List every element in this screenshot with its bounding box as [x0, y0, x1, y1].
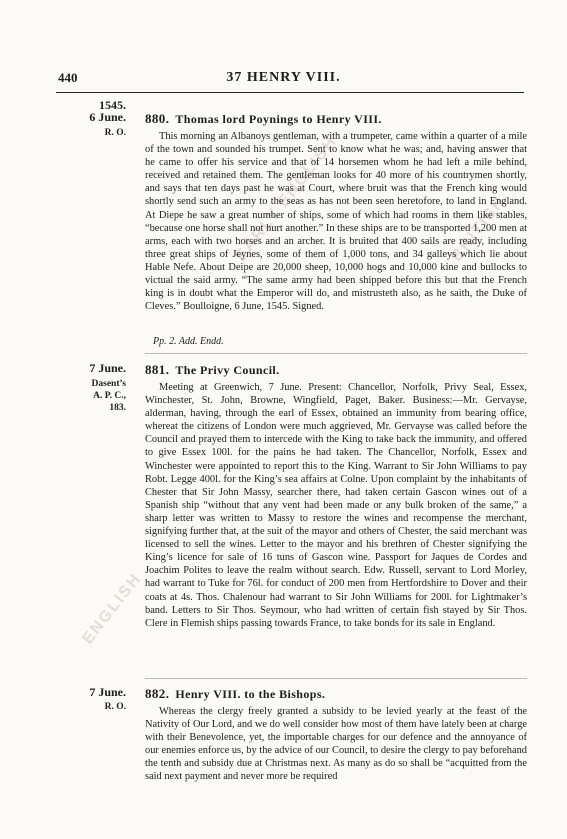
entry-separator — [145, 678, 527, 679]
entry-date: 7 June. — [89, 685, 126, 699]
entry-date: 6 June. — [89, 110, 126, 124]
entry-title — [145, 362, 280, 378]
header-rule — [56, 92, 524, 93]
entry-title-text: Henry VIII. to the Bishops. — [175, 687, 326, 701]
watermark-text: EARLY ENGLISH — [232, 132, 341, 265]
entry-title — [145, 111, 382, 127]
entry-body: Meeting at Greenwich, 7 June. Present: Chancellor, Norfolk, Privy Seal, Essex, Winchester, St. John, Browne, Wingfield, Paget, Baker. Business:—Mr. Gervayse, alderman, having, through the earl of Essex, obtained an immunity from bearing office, whereat the citizens of London were much aggrieved, Mr. Gervayse was called before the Council and prayed them to intercede with the King to take back the immunity, and offered to give Essex 100l. for the pains he had taken. The Chancellor, Norfolk, Essex and Winchester were appointed to report this to the King. Warrant to Sir John Williams to pay Robt. Legge 400l. for the King’s sea affairs at Colne. Upon complaint by the inhabitants of Chester that Sir John Massy, searcher there, had taken certain Gascon wines out of a Spanish ship “without that any vent had been made or any bulk broken of the same,” a sharp letter was written to Massy to restore the wines and recompense the merchant, signifying further that, at the suit of the mayor and others of Chester, the said merchant was licensed to sell the wines. Letter to the mayor and his brethren of Chester signifying the King’s licence for sale of 16 tuns of Gascon wine. Passport for Jaques de Cordes and Joachim Polites to leave the realm without search. Edw. Russell, servant to Lord Morley, had warrant to Tuke for 76l. for conduct of 200 men from Hertfordshire to Dover and their coats at 4s. Thos. Chalenour had warrant to Sir John Williams for 200l. for Lightmaker’s band. Letters to Sir Thos. Seymour, who had written of certain fish stayed by Sir Thos. Clere in Flemish ships passing towards France, to take bonds for its sale in England. — [145, 382, 527, 629]
entry-number: 882. — [145, 686, 170, 701]
entry-title-text: Thomas lord Poynings to Henry VIII. — [175, 112, 382, 126]
watermark-text: ENGLISH — [79, 569, 146, 648]
entry-source: R. O. — [104, 128, 126, 138]
entry-title-text: The Privy Council. — [175, 363, 280, 377]
entry-title — [145, 686, 325, 702]
watermark-text: BRITISH — [447, 192, 510, 265]
page-number: 440 — [58, 70, 78, 85]
entry-note: Pp. 2. Add. Endd. — [153, 336, 224, 347]
running-head: 37 HENRY VIII. — [226, 70, 341, 85]
entry-body: This morning an Albanoys gentleman, with a trumpeter, came within a quarter of a mile of the town and sounded his trumpet. Sent to know what he was; and, having answer that he came to offer his service and that of 14 horsemen whom he had left a mile behind, received and retained them. The gentleman looks for 40 more of his countrymen shortly, and says that ten days past he was at Court, where bruit was that the French king would shortly send such an army to the seas as has not been seen heretofore, to land in England. At Diepe he saw a great number of ships, some of which had rooms in them like stables, “because one horse shall not hurt another.” In these ships are to be transported 1,200 men at arms, each with two horses and an archer. It is bruited that 400 sails are ready, including three great ships of Jeynes, some of them of 1,000 tons, and 34 galleys which lie about Hable Nefe. About Deipe are 20,000 sheep, 10,000 hogs and 10,000 kine and bullocks to victual the said army. “The same army had been shipped before this but that the French king is in doubt what the Emperor will do, and mistrusteth also, as he saith, the Duke of Cleves.” Boulloigne, 6 June, 1545. Signed. — [145, 131, 527, 313]
entry-source: Dasent’s A. P. C., 183. — [91, 379, 126, 413]
page-header — [0, 70, 567, 90]
entry-date: 7 June. — [89, 361, 126, 375]
entry-number: 880. — [145, 111, 170, 126]
entry-year: 1545. — [99, 98, 126, 112]
entry-number: 881. — [145, 362, 170, 377]
entry-source: R. O. — [104, 702, 126, 712]
entry-separator — [145, 353, 527, 354]
entry-body: Whereas the clergy freely granted a subsidy to be levied yearly at the feast of the Nativity of Our Lord, and we do well consider how most of them have lately been at charge with their Benevolence, yet, the importable charges for our defence and the annoyance of our enemies enforce us, by the advice of our Council, to desire the clergy to pay beforehand the tenth and subsidy due at Christmas next. As many as do so shall be “acquitted from the said next payment and never more be required — [145, 706, 527, 783]
